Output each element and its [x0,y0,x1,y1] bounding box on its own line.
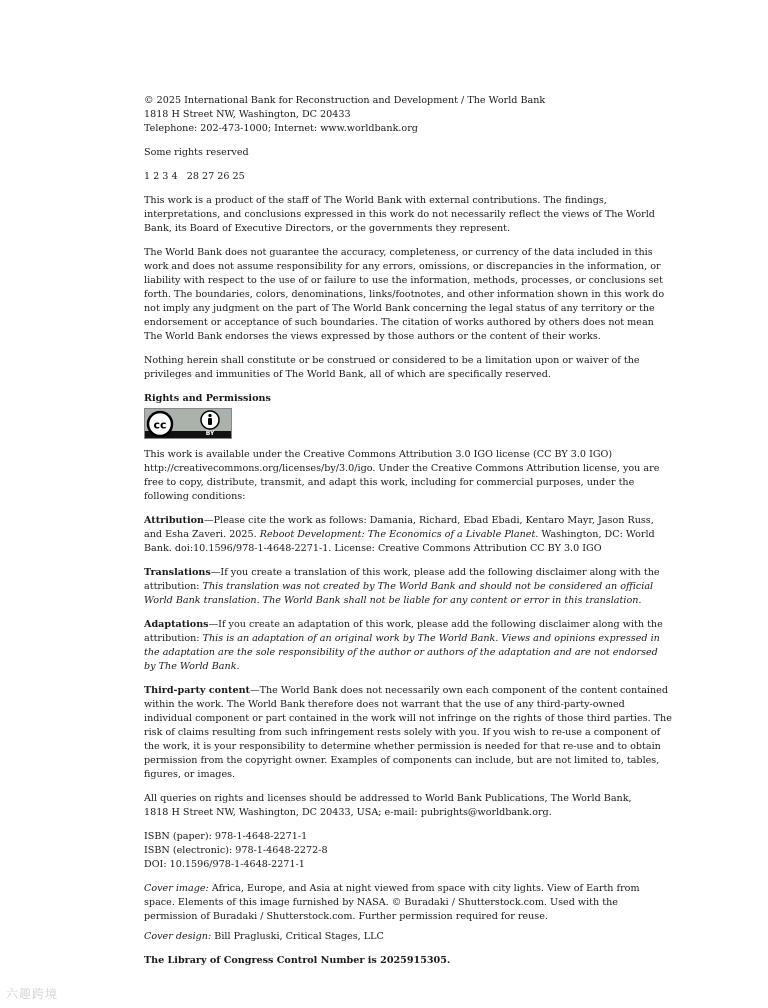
contact-line: Telephone: 202-473-1000; Internet: www.worldbank.org [144,123,418,134]
third-party-label: Third-party content [144,685,250,696]
adaptations-label: Adaptations [144,619,209,630]
isbn-paper: ISBN (paper): 978-1-4648-2271-1 [144,831,308,842]
attribution-paragraph: Attribution—Please cite the work as follows: Damania, Richard, Ebad Ebadi, Kentaro Mayr, Jason Russ, and Esha Zaveri. 2025. Reboot Development: The Economics of a Livable Planet. Washington, DC: World Bank. doi:10.1596/978-1-4648-2271-1. License: Creative Commons Attribution CC BY 3.0 IGO [144,515,655,554]
identifiers-block [144,830,672,872]
accuracy-disclaimer: The World Bank does not guarantee the accuracy, completeness, or currency of the data included in this work and does not assume responsibility for any errors, omissions, or discrepancies in the information, or liability with respect to the use of or failure to use the information, methods, processes, or conclusions set forth. The boundaries, colors, denominations, links/footnotes, and other information shown in this work do not imply any judgment on the part of The World Bank concerning the legal status of any territory or the endorsement or acceptance of such boundaries. The citation of works authored by others does not mean The World Bank endorses the views expressed by those authors or the content of their works. [144,247,665,342]
cc-by-badge [144,408,232,439]
queries-paragraph: All queries on rights and licenses should be addressed to World Bank Publications, The World Bank, 1818 H Street NW, Washington, DC 20433, USA; e-mail: pubrights@worldbank.org. [144,793,632,818]
isbn-electronic: ISBN (electronic): 978-1-4648-2272-8 [144,845,328,856]
attribution-label: Attribution [144,515,204,526]
svg-text:cc: cc [153,418,167,432]
translations-paragraph: Translations—If you create a translation of this work, please add the following disclaimer along with the attribution: This translation was not created by The World Bank and should not be considered an official World Bank translation. The World Bank shall not be liable for any content or error in this translation. [144,567,660,606]
third-party-paragraph: Third-party content—The World Bank does not necessarily own each component of the content contained within the work. The World Bank therefore does not warrant that the use of any third-party-owned individual component or part contained in the work will not infringe on the rights of those third parties. The risk of claims resulting from such infringement rests solely with you. If you wish to re-use a component of the work, it is your responsibility to determine whether permission is needed for that re-use and to obtain permission from the copyright owner. Examples of components can include, but are not limited to, tables, figures, or images. [144,685,672,780]
doi: DOI: 10.1596/978-1-4648-2271-1 [144,859,305,870]
adaptations-paragraph: Adaptations—If you create an adaptation of this work, please add the following disclaimer along with the attribution: This is an adaptation of an original work by The World Bank. Views and opinions expressed in the adaptation are the sole responsibility of the author or authors of the adaptation and are not endorsed by The World Bank. [144,619,663,672]
product-statement: This work is a product of the staff of The World Bank with external contributions. The findings, interpretations, and conclusions expressed in this work do not necessarily reflect the views of The World Bank, its Board of Executive Directors, or the governments they represent. [144,195,655,234]
printing-line: 1 2 3 4 28 27 26 25 [144,171,245,182]
address-line: 1818 H Street NW, Washington, DC 20433 [144,109,351,120]
book-title: Reboot Development: The Economics of a Livable Planet [259,529,536,540]
license-text: This work is available under the Creative Commons Attribution 3.0 IGO license (CC BY 3.0 IGO) http://creativecommons.org/licenses/by/3.0/igo. Under the Creative Commons Attribution license, you are free to copy, distribute, transmit, and adapt this work, including for commercial purposes, under the following conditions: [144,449,660,502]
rights-reserved: Some rights reserved [144,147,249,158]
rights-heading: Rights and Permissions [144,393,271,404]
immunities-statement: Nothing herein shall constitute or be construed or considered to be a limitation upon or waiver of the privileges and immunities of The World Bank, all of which are specifically reserved. [144,355,640,380]
copyright-line: © 2025 International Bank for Reconstruction and Development / The World Bank [144,95,546,106]
cover-design-credit: Cover design: Bill Pragluski, Critical Stages, LLC [144,931,384,942]
publisher-block [144,94,672,136]
translations-label: Translations [144,567,211,578]
watermark: 六趣跨境 [6,987,59,1001]
by-label: BY [205,430,215,437]
loc-control-number: The Library of Congress Control Number is 2025915305. [144,955,451,966]
cover-image-credit: Cover image: Africa, Europe, and Asia at night viewed from space with city lights. View of Earth from space. Elements of this image furnished by NASA. © Buradaki / Shutterstock.com. Used with the permission of Buradaki / Shutterstock.com. Further permission required for reuse. [144,883,640,922]
copyright-page [144,94,672,978]
